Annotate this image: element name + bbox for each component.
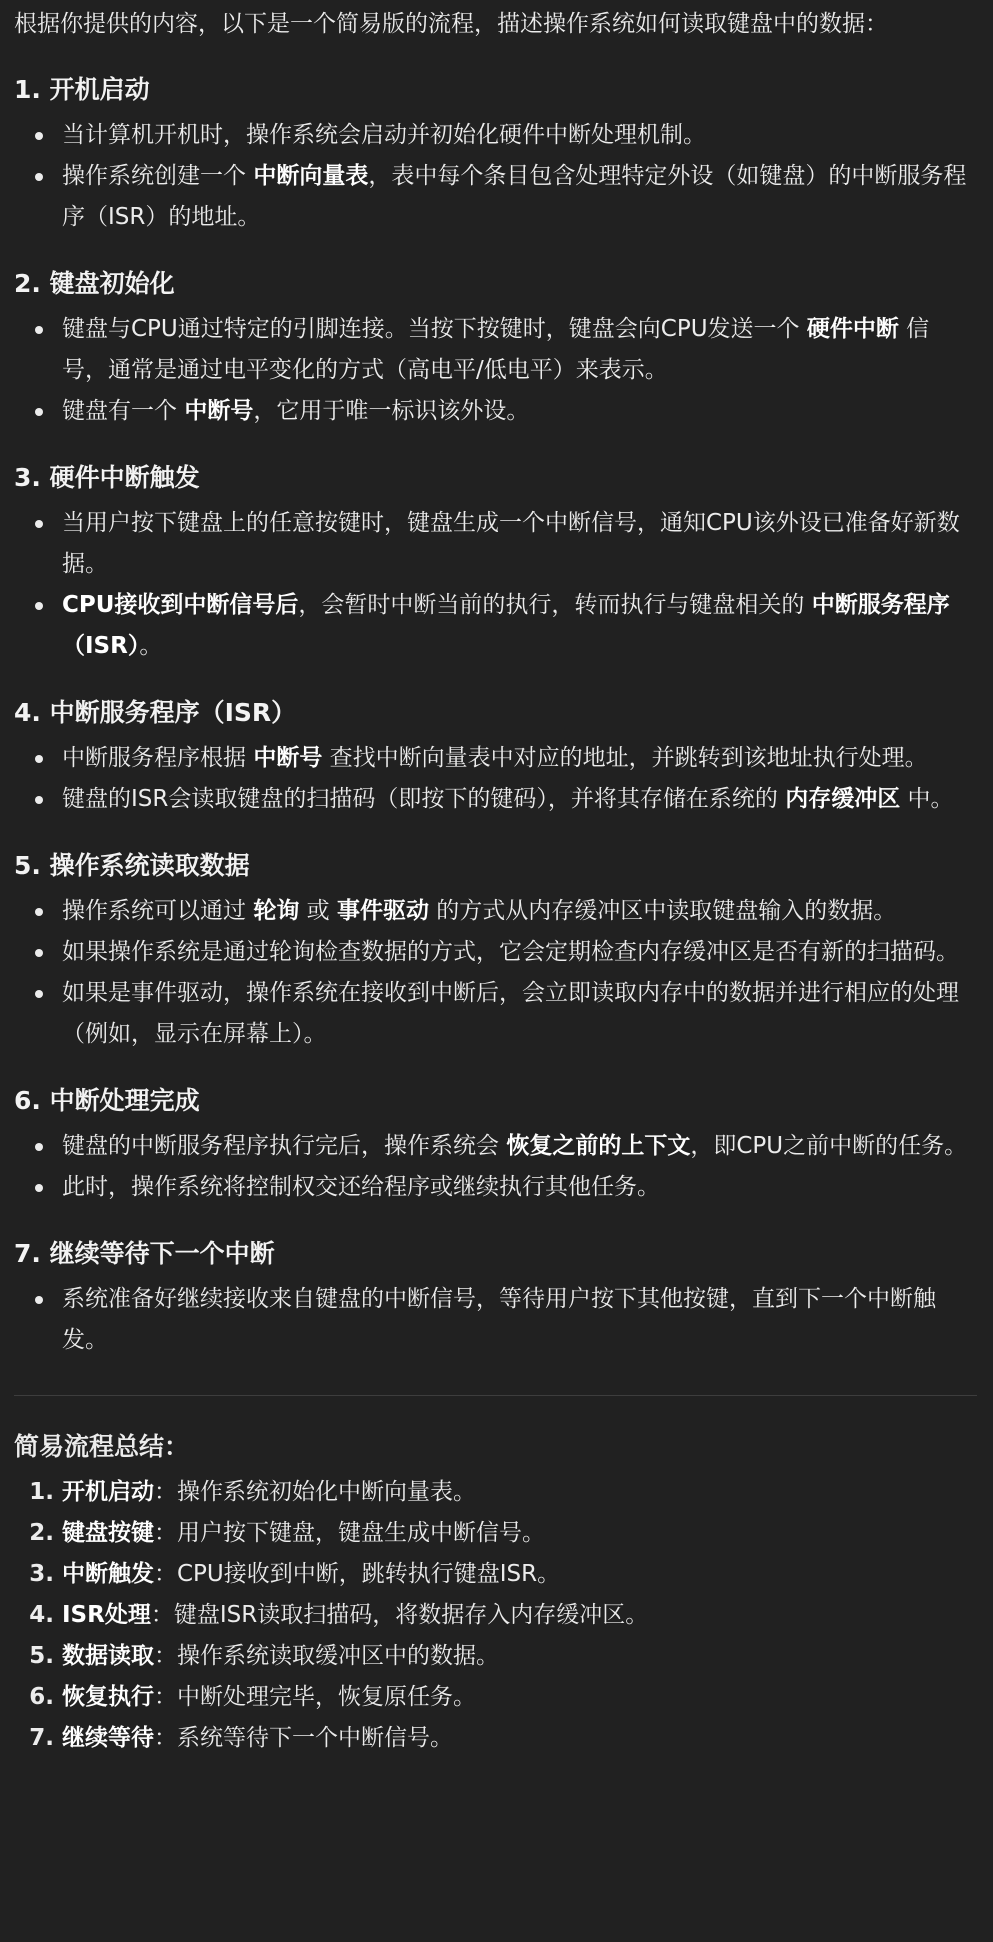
bullet-item — [62, 309, 977, 391]
step-label: 恢复执行 — [62, 1684, 154, 1710]
bullet-list — [14, 115, 977, 238]
section-heading: 6. 中断处理完成 — [14, 1086, 200, 1115]
text-span: 。 — [139, 633, 163, 659]
text-span: 的方式从内存缓冲区中读取键盘输入的数据。 — [428, 898, 897, 924]
bullet-list — [14, 891, 977, 1055]
step-text: ：系统等待下一个中断信号。 — [154, 1725, 453, 1751]
step-label: 数据读取 — [62, 1643, 154, 1669]
text-span: 键盘与CPU通过特定的引脚连接。当按下按键时，键盘会向CPU发送一个 — [62, 316, 807, 342]
bullet-list — [14, 309, 977, 432]
summary-step — [29, 1636, 977, 1677]
summary-step — [29, 1595, 977, 1636]
bullet-item — [62, 973, 977, 1055]
step-text: ：用户按下键盘，键盘生成中断信号。 — [154, 1520, 545, 1546]
section-heading: 4. 中断服务程序（ISR） — [14, 698, 297, 727]
bold-term: 恢复之前的上下文 — [506, 1133, 691, 1159]
step-number: 6. — [29, 1684, 54, 1710]
bullet-item — [62, 1126, 977, 1167]
text-span: ，它用于唯一标识该外设。 — [253, 398, 530, 424]
step-label: 中断触发 — [62, 1561, 154, 1587]
bold-term: CPU接收到中断信号后 — [62, 592, 299, 618]
text-span: 或 — [299, 898, 337, 924]
text-span: 当用户按下键盘上的任意按键时，键盘生成一个中断信号，通知CPU该外设已准备好新数据。 — [62, 510, 960, 577]
text-span: 中断服务程序根据 — [62, 745, 254, 771]
bullet-list — [14, 1126, 977, 1208]
section-heading: 3. 硬件中断触发 — [14, 463, 200, 492]
text-span: 操作系统创建一个 — [62, 163, 254, 189]
summary-step — [29, 1472, 977, 1513]
intro-text: 根据你提供的内容，以下是一个简易版的流程，描述操作系统如何读取键盘中的数据： — [14, 11, 888, 37]
text-span: ，会暂时中断当前的执行，转而执行与键盘相关的 — [298, 592, 812, 618]
bold-term: 中断号 — [184, 398, 254, 424]
text-span: 系统准备好继续接收来自键盘的中断信号，等待用户按下其他按键，直到下一个中断触发。 — [62, 1286, 936, 1353]
section-heading: 7. 继续等待下一个中断 — [14, 1239, 275, 1268]
text-span: ，表中每个条目包含处理特定外设（如键盘）的中断服务程序（ISR）的地址。 — [62, 163, 967, 230]
step-text: ：CPU接收到中断，跳转执行键盘ISR。 — [154, 1561, 561, 1587]
bullet-item — [62, 1279, 977, 1361]
text-span: 键盘有一个 — [62, 398, 185, 424]
step-label: 继续等待 — [62, 1725, 154, 1751]
summary-title: 简易流程总结： — [14, 1432, 190, 1461]
step-text: ：中断处理完毕，恢复原任务。 — [154, 1684, 476, 1710]
bullet-item — [62, 115, 977, 156]
step-text: ：操作系统读取缓冲区中的数据。 — [154, 1643, 499, 1669]
bullet-item — [62, 585, 977, 667]
step-number: 2. — [29, 1520, 54, 1546]
text-span: 键盘的中断服务程序执行完后，操作系统会 — [62, 1133, 507, 1159]
bullet-list — [14, 1279, 977, 1361]
bold-term: 轮询 — [253, 898, 300, 924]
bullet-item — [62, 156, 977, 238]
summary-step — [29, 1513, 977, 1554]
summary-step — [29, 1554, 977, 1595]
chat-response — [0, 4, 993, 1759]
bullet-item — [62, 391, 977, 432]
step-number: 4. — [29, 1602, 54, 1628]
section-divider — [14, 1395, 977, 1396]
text-span: 操作系统可以通过 — [62, 898, 254, 924]
summary-step — [29, 1718, 977, 1759]
text-span: 信号，通常是通过电平变化的方式（高电平/低电平）来表示。 — [62, 316, 930, 383]
section-heading: 2. 键盘初始化 — [14, 269, 175, 298]
bullet-item — [62, 1167, 977, 1208]
section-heading: 1. 开机启动 — [14, 75, 150, 104]
step-number: 5. — [29, 1643, 54, 1669]
step-number: 3. — [29, 1561, 54, 1587]
bullet-item — [62, 503, 977, 585]
bold-term: 硬件中断 — [806, 316, 899, 342]
text-span: 当计算机开机时，操作系统会启动并初始化硬件中断处理机制。 — [62, 122, 706, 148]
bullet-item — [62, 932, 977, 973]
bullet-list — [14, 503, 977, 667]
step-label: ISR处理 — [62, 1602, 151, 1628]
sections-container — [14, 73, 977, 1361]
step-label: 键盘按键 — [62, 1520, 154, 1546]
text-span: 查找中断向量表中对应的地址，并跳转到该地址执行处理。 — [322, 745, 928, 771]
bullet-item — [62, 779, 977, 820]
summary-list — [14, 1472, 977, 1759]
text-span: 如果是事件驱动，操作系统在接收到中断后，会立即读取内存中的数据并进行相应的处理（例如，显示在屏幕上）。 — [62, 980, 959, 1047]
text-span: 此时，操作系统将控制权交还给程序或继续执行其他任务。 — [62, 1174, 660, 1200]
text-span: 如果操作系统是通过轮询检查数据的方式，它会定期检查内存缓冲区是否有新的扫描码。 — [62, 939, 959, 965]
bold-term: 事件驱动 — [336, 898, 429, 924]
bullet-list — [14, 738, 977, 820]
bold-term: 中断向量表 — [253, 163, 369, 189]
text-span: 中。 — [900, 786, 954, 812]
bold-term: 中断号 — [253, 745, 323, 771]
step-number: 7. — [29, 1725, 54, 1751]
step-number: 1. — [29, 1479, 54, 1505]
summary-step — [29, 1677, 977, 1718]
step-text: ：操作系统初始化中断向量表。 — [154, 1479, 476, 1505]
text-span: ，即CPU之前中断的任务。 — [690, 1133, 968, 1159]
bold-term: 中断服务程序（ISR） — [62, 592, 950, 659]
bullet-item — [62, 891, 977, 932]
step-text: ：键盘ISR读取扫描码，将数据存入内存缓冲区。 — [150, 1602, 649, 1628]
bullet-item — [62, 738, 977, 779]
step-label: 开机启动 — [62, 1479, 154, 1505]
bold-term: 内存缓冲区 — [785, 786, 901, 812]
section-heading: 5. 操作系统读取数据 — [14, 851, 250, 880]
text-span: 键盘的ISR会读取键盘的扫描码（即按下的键码），并将其存储在系统的 — [62, 786, 786, 812]
